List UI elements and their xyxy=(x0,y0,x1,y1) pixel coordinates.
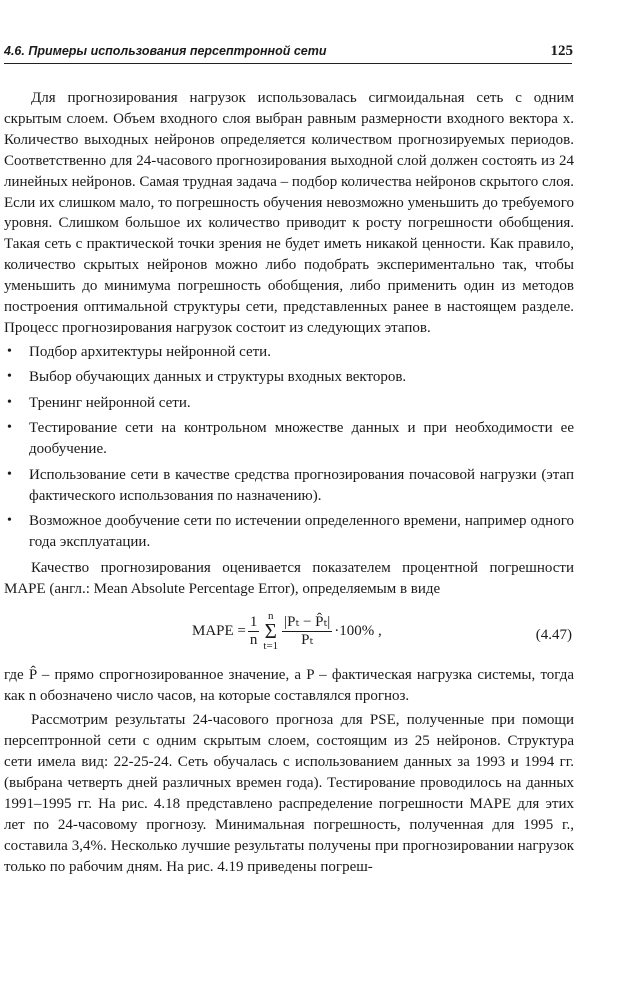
formula-tail: ·100% , xyxy=(334,622,382,639)
list-item xyxy=(4,342,574,363)
paragraph-intro: Для прогнозирования нагрузок использовалась сигмоидальная сеть с одним скрытым слоем. Объем входного слоя выбран равным размерности входного вектора x. Количество выходных нейронов определяется количеством прогнозируемых периодов. Соответственно для 24-часового прогнозирования выходной слой должен состоять из 24 линейных нейронов. Самая трудная задача – подбор количества нейронов скрытого слоя. Если их слишком мало, то погрешность обучения невозможно уменьшить до требуемого уровня. Слишком большое их количество приводит к росту погрешности обобщения. Такая сеть с практической точки зрения не будет иметь никакой ценности. Как правило, количество скрытых нейронов можно либо подобрать экспериментально так, чтобы уменьшить до минимума погрешность обобщения, либо применить один из методов построения оптимальной структуры сети, представленных ранее в настоящем разделе. Процесс прогнозирования нагрузок состоит из следующих этапов. xyxy=(4,90,574,336)
paragraph-results: Рассмотрим результаты 24-часового прогноза для PSE, полученные при помощи персептронной сети с одним скрытым слоем, состоящим из 25 нейронов. Структура сети имела вид: 22-25-24. Сеть обучалась с использованием данных за 1993 и 1994 гг. (выбрана четверть дней различных времен года). Тестирование проводилось на данных 1991–1995 гг. На рис. 4.18 представлено распределение погрешности MAPE для этих лет по 24-часовому прогнозу. Минимальная погрешность, полученная для 1995 г., составила 3,4%. Несколько лучшие результаты получены при прогнозировании нагрузок только по рабочим дням. На рис. 4.19 приведены погреш- xyxy=(4,712,574,875)
formula-lhs: MAPE = xyxy=(192,622,246,639)
sum-upper-limit: n xyxy=(268,610,274,623)
error-fraction xyxy=(282,614,332,649)
bullet-icon: • xyxy=(7,466,12,482)
list-item-text: Выбор обучающих данных и структуры входных векторов. xyxy=(29,369,407,386)
bullet-icon: • xyxy=(7,420,12,436)
steps-list xyxy=(4,342,574,553)
coefficient-denominator: n xyxy=(249,631,258,648)
list-item xyxy=(4,393,574,414)
coefficient-fraction xyxy=(248,614,260,649)
list-item-text: Тренинг нейронной сети. xyxy=(29,394,191,411)
list-item xyxy=(4,367,574,388)
paragraph-quality: Качество прогнозирования оценивается показателем процентной погрешности MAPE (англ.: Mean Absolute Percentage Error), определяемым в виде xyxy=(4,559,574,597)
bullet-icon: • xyxy=(7,394,12,410)
page-number: 125 xyxy=(550,43,573,59)
sigma-symbol: Σ xyxy=(264,619,277,644)
error-numerator: |Pₜ − P̂ₜ| xyxy=(284,613,331,630)
mape-formula xyxy=(192,611,382,651)
list-item xyxy=(4,511,574,553)
list-item-text: Подбор архитектуры нейронной сети. xyxy=(29,343,271,360)
list-item xyxy=(4,465,574,507)
equation-number: (4.47) xyxy=(535,627,572,644)
paragraph-where: где P̂ – прямо спрогнозированное значение, а P – фактическая нагрузка системы, тогда как n обозначено число часов, на которые составлялся прогноз. xyxy=(4,667,574,705)
error-denominator: Pₜ xyxy=(301,631,314,648)
sum-lower-limit: t=1 xyxy=(263,640,279,653)
list-item-text: Тестирование сети на контрольном множестве данных и при необходимости ее дообучение. xyxy=(29,420,574,458)
bullet-icon: • xyxy=(7,343,12,359)
summation xyxy=(263,611,278,651)
list-item-text: Возможное дообучение сети по истечении определенного времени, например одного года эксплуатации. xyxy=(29,513,574,551)
running-header: 4.6. Примеры использования персептронной сети xyxy=(4,44,327,58)
coefficient-numerator: 1 xyxy=(249,613,258,630)
equation-block xyxy=(4,603,574,665)
list-item-text: Использование сети в качестве средства прогнозирования почасовой нагрузки (этап фактического использования по назначению). xyxy=(29,466,574,504)
bullet-icon: • xyxy=(7,369,12,385)
bullet-icon: • xyxy=(7,513,12,529)
header-rule xyxy=(4,63,572,64)
list-item xyxy=(4,418,574,460)
page-body xyxy=(4,88,574,877)
